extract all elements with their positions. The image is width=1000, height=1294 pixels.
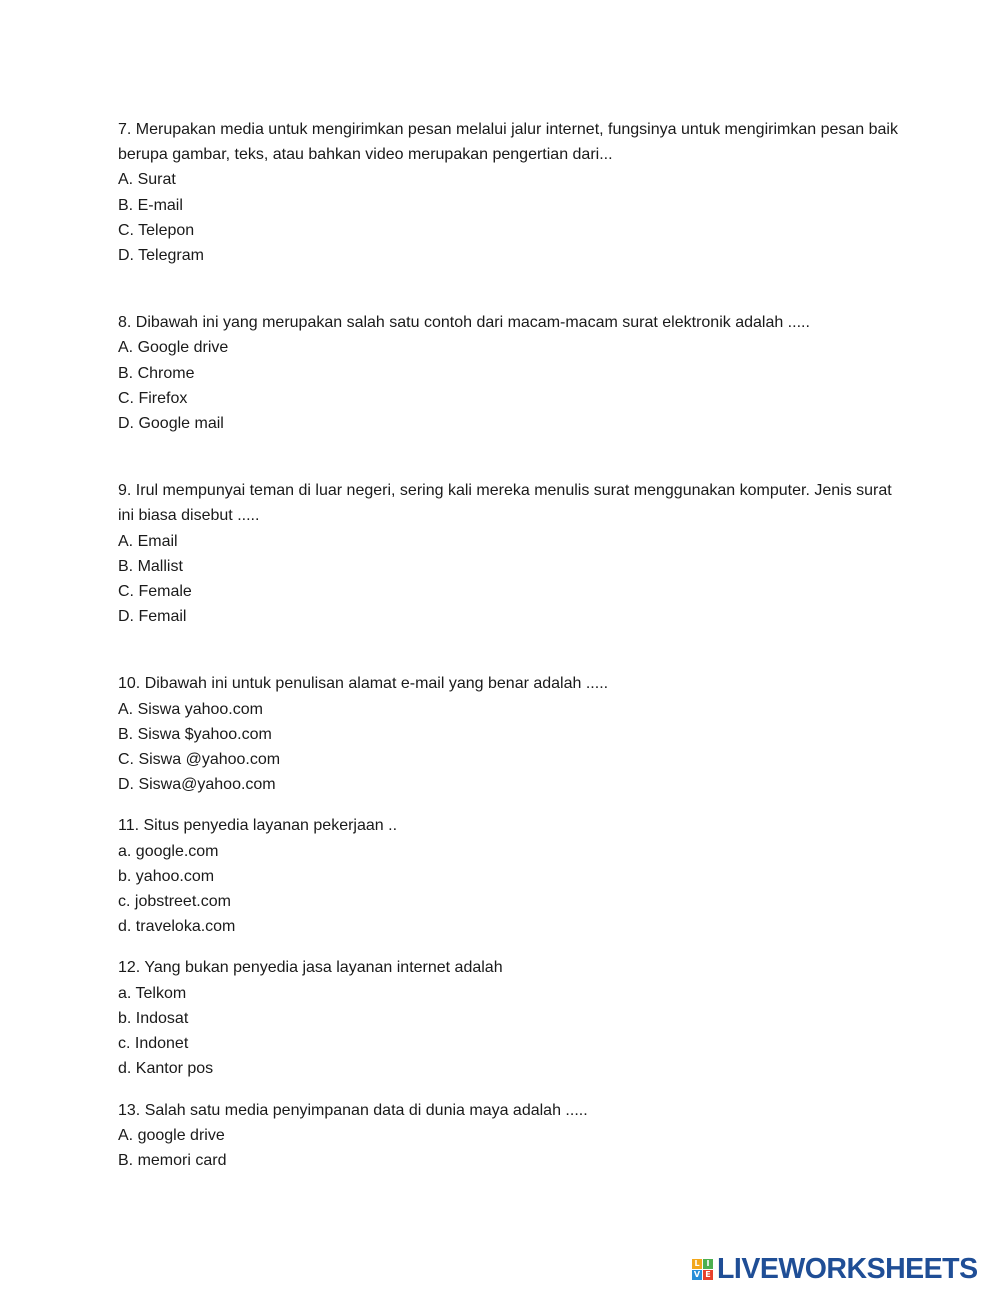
option-d: D. Siswa@yahoo.com [118,776,276,794]
option-b: b. yahoo.com [118,867,215,885]
option-d: d. Kantor pos [118,1060,214,1078]
option-b: B. E-mail [118,196,183,214]
option-d: D. Telegram [118,247,204,265]
option-b: b. Indosat [118,1009,189,1027]
option-a: A. Email [118,532,178,550]
question-12 [118,955,898,1081]
question-9 [118,478,898,629]
logo-letter-e: E [703,1270,713,1280]
option-a: A. google drive [118,1126,225,1144]
option-b: B. Chrome [118,364,195,382]
option-d: D. Femail [118,608,187,626]
option-c: c. jobstreet.com [118,893,231,911]
logo-grid-icon [692,1259,713,1280]
option-a: A. Siswa yahoo.com [118,700,263,718]
question-stem: 9. Irul mempunyai teman di luar negeri, sering kali mereka menulis surat menggunakan komputer. Jenis surat ini biasa disebut ..... [118,482,892,525]
question-13 [118,1098,898,1174]
question-stem: 11. Situs penyedia layanan pekerjaan .. [118,817,398,835]
question-stem: 13. Salah satu media penyimpanan data di dunia maya adalah ..... [118,1101,588,1119]
worksheet-page [118,117,898,1173]
question-10 [118,671,898,797]
logo-letter-i: I [703,1259,713,1269]
option-c: C. Firefox [118,389,188,407]
question-7 [118,117,898,268]
option-c: c. Indonet [118,1035,189,1053]
option-a: A. Surat [118,171,176,189]
liveworksheets-logo [692,1253,978,1285]
logo-letter-l: L [692,1259,702,1269]
option-b: B. memori card [118,1151,227,1169]
question-8 [118,310,898,436]
question-stem: 7. Merupakan media untuk mengirimkan pesan melalui jalur internet, fungsinya untuk mengirimkan pesan baik berupa gambar, teks, atau bahkan video merupakan pengertian dari... [118,121,898,164]
option-d: D. Google mail [118,415,224,433]
option-c: C. Female [118,583,192,601]
question-stem: 8. Dibawah ini yang merupakan salah satu contoh dari macam-macam surat elektronik adalah ..... [118,314,810,332]
option-d: d. traveloka.com [118,918,236,936]
option-b: B. Siswa $yahoo.com [118,725,272,743]
question-stem: 10. Dibawah ini untuk penulisan alamat e-mail yang benar adalah ..... [118,675,609,693]
option-c: C. Telepon [118,221,195,239]
option-a: a. Telkom [118,984,187,1002]
option-b: B. Mallist [118,557,183,575]
logo-letter-v: V [693,1269,701,1279]
option-c: C. Siswa @yahoo.com [118,751,281,769]
logo-wordmark: LIVEWORKSHEETS [717,1252,978,1285]
question-stem: 12. Yang bukan penyedia jasa layanan internet adalah [118,959,503,977]
option-a: A. Google drive [118,339,229,357]
option-a: a. google.com [118,842,219,860]
question-11 [118,813,898,939]
